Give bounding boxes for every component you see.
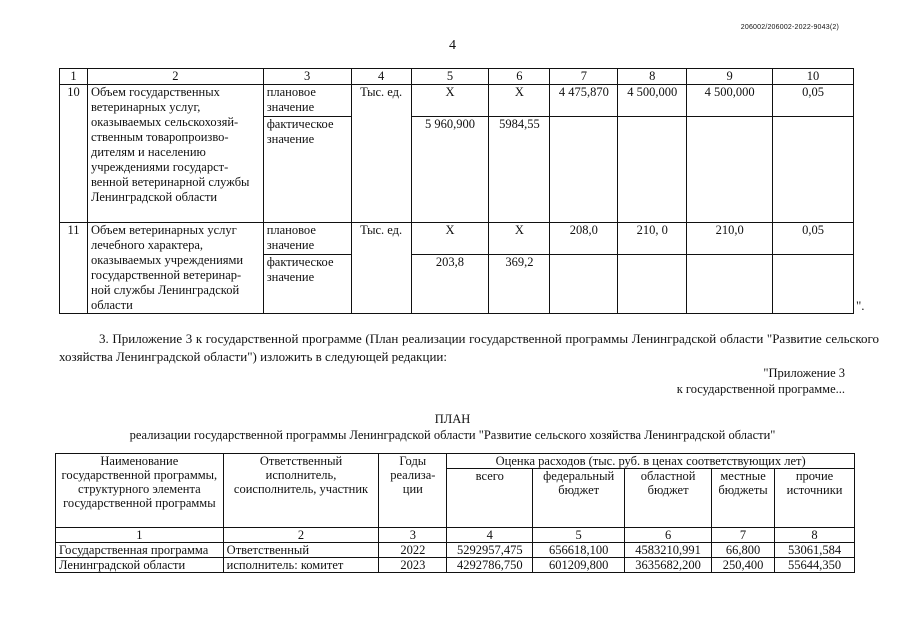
indicator-name: Объем ветеринарных услуг лечебного характера, оказываемых учреждениями государственной ветеринар-ной службы Ленинградской области (87, 223, 263, 314)
value-cell: 3635682,200 (625, 558, 712, 573)
value-cell: 5 960,900 (411, 117, 489, 223)
appendix-label: "Приложение 3 (763, 366, 845, 380)
header-cell: 2 (87, 69, 263, 85)
value-cell: 4 475,870 (550, 85, 618, 117)
program-name: Государственная программа (56, 543, 224, 558)
program-name: Ленинградской области (56, 558, 224, 573)
indicators-table (59, 68, 854, 314)
header-name: Наименование государственной программы, структурного элемента государственной программы (56, 454, 224, 528)
empty-cell (550, 255, 618, 314)
value-cell: 250,400 (712, 558, 775, 573)
header-total: всего (447, 469, 533, 528)
value-cell: 4583210,991 (625, 543, 712, 558)
table-row (56, 543, 855, 558)
plan-title: ПЛАН (434, 412, 471, 426)
value-cell: 5292957,475 (447, 543, 533, 558)
table-row (56, 558, 855, 573)
value-cell: 0,05 (773, 85, 854, 117)
indicator-name: Объем государственных ветеринарных услуг, оказываемых сельскохозяй-ственным товаропроизво-дителям и населению учреждениями государст-венной ветеринарной службы Ленинградской области (87, 85, 263, 223)
value-cell: X (489, 85, 550, 117)
column-number: 7 (712, 528, 775, 543)
empty-cell (618, 117, 687, 223)
year-cell: 2023 (379, 558, 447, 573)
fact-label: фактическое значение (263, 255, 351, 314)
table-row (60, 85, 854, 117)
value-cell: 4 500,000 (618, 85, 687, 117)
column-number: 5 (533, 528, 625, 543)
value-cell: 369,2 (489, 255, 550, 314)
value-cell: X (411, 85, 489, 117)
unit-cell: Тыс. ед. (351, 223, 411, 314)
empty-cell (773, 117, 854, 223)
column-number: 6 (625, 528, 712, 543)
value-cell: 601209,800 (533, 558, 625, 573)
executor-cell: Ответственный (223, 543, 379, 558)
closing-quote: ". (856, 298, 865, 313)
value-cell: 203,8 (411, 255, 489, 314)
header-regional: областной бюджет (625, 469, 712, 528)
header-federal: федеральный бюджет (533, 469, 625, 528)
column-number: 1 (56, 528, 224, 543)
table-row (60, 223, 854, 255)
header-executor: Ответственный исполнитель, соисполнитель, участник (223, 454, 379, 528)
header-years: Годы реализа-ции (379, 454, 447, 528)
executor-cell: исполнитель: комитет (223, 558, 379, 573)
header-cell: 5 (411, 69, 489, 85)
table-header-row (56, 454, 855, 469)
header-cell: 1 (60, 69, 88, 85)
header-local: местные бюджеты (712, 469, 775, 528)
header-cell: 7 (550, 69, 618, 85)
header-cell: 10 (773, 69, 854, 85)
appendix-reference: к государственной программе... (676, 382, 845, 396)
value-cell: 0,05 (773, 223, 854, 255)
value-cell: 4292786,750 (447, 558, 533, 573)
header-cell: 9 (687, 69, 773, 85)
column-number: 4 (447, 528, 533, 543)
empty-cell (550, 117, 618, 223)
value-cell: 55644,350 (775, 558, 855, 573)
plan-label: плановое значение (263, 223, 351, 255)
empty-cell (687, 255, 773, 314)
header-cell: 4 (351, 69, 411, 85)
value-cell: 656618,100 (533, 543, 625, 558)
value-cell: 210,0 (687, 223, 773, 255)
value-cell: 5984,55 (489, 117, 550, 223)
value-cell: X (489, 223, 550, 255)
plan-table (55, 453, 855, 573)
plan-label: плановое значение (263, 85, 351, 117)
value-cell: 210, 0 (618, 223, 687, 255)
document-id: 206002/206002-2022-9043(2) (740, 24, 839, 31)
value-cell: 53061,584 (775, 543, 855, 558)
row-number: 10 (60, 85, 88, 223)
column-number: 8 (775, 528, 855, 543)
header-cell: 6 (489, 69, 550, 85)
value-cell: 66,800 (712, 543, 775, 558)
header-other: прочие источники (775, 469, 855, 528)
empty-cell (618, 255, 687, 314)
column-number: 2 (223, 528, 379, 543)
plan-subtitle: реализации государственной программы Ленинградской области "Развитие сельского хозяйства Ленинградской области" (129, 428, 776, 442)
header-cell: 8 (618, 69, 687, 85)
page-number: 4 (449, 38, 456, 53)
column-number: 3 (379, 528, 447, 543)
table-number-row (56, 528, 855, 543)
value-cell: 4 500,000 (687, 85, 773, 117)
year-cell: 2022 (379, 543, 447, 558)
amendment-paragraph: 3. Приложение 3 к государственной программе (План реализации государственной программы Ленинградской области "Развитие сельского хозяйства Ленинградской области") изложить в следующей редакции: (59, 331, 879, 364)
value-cell: 208,0 (550, 223, 618, 255)
empty-cell (773, 255, 854, 314)
value-cell: X (411, 223, 489, 255)
unit-cell: Тыс. ед. (351, 85, 411, 223)
row-number: 11 (60, 223, 88, 314)
fact-label: фактическое значение (263, 117, 351, 223)
table-header-row (60, 69, 854, 85)
header-cell: 3 (263, 69, 351, 85)
empty-cell (687, 117, 773, 223)
header-costs: Оценка расходов (тыс. руб. в ценах соответствующих лет) (447, 454, 855, 469)
